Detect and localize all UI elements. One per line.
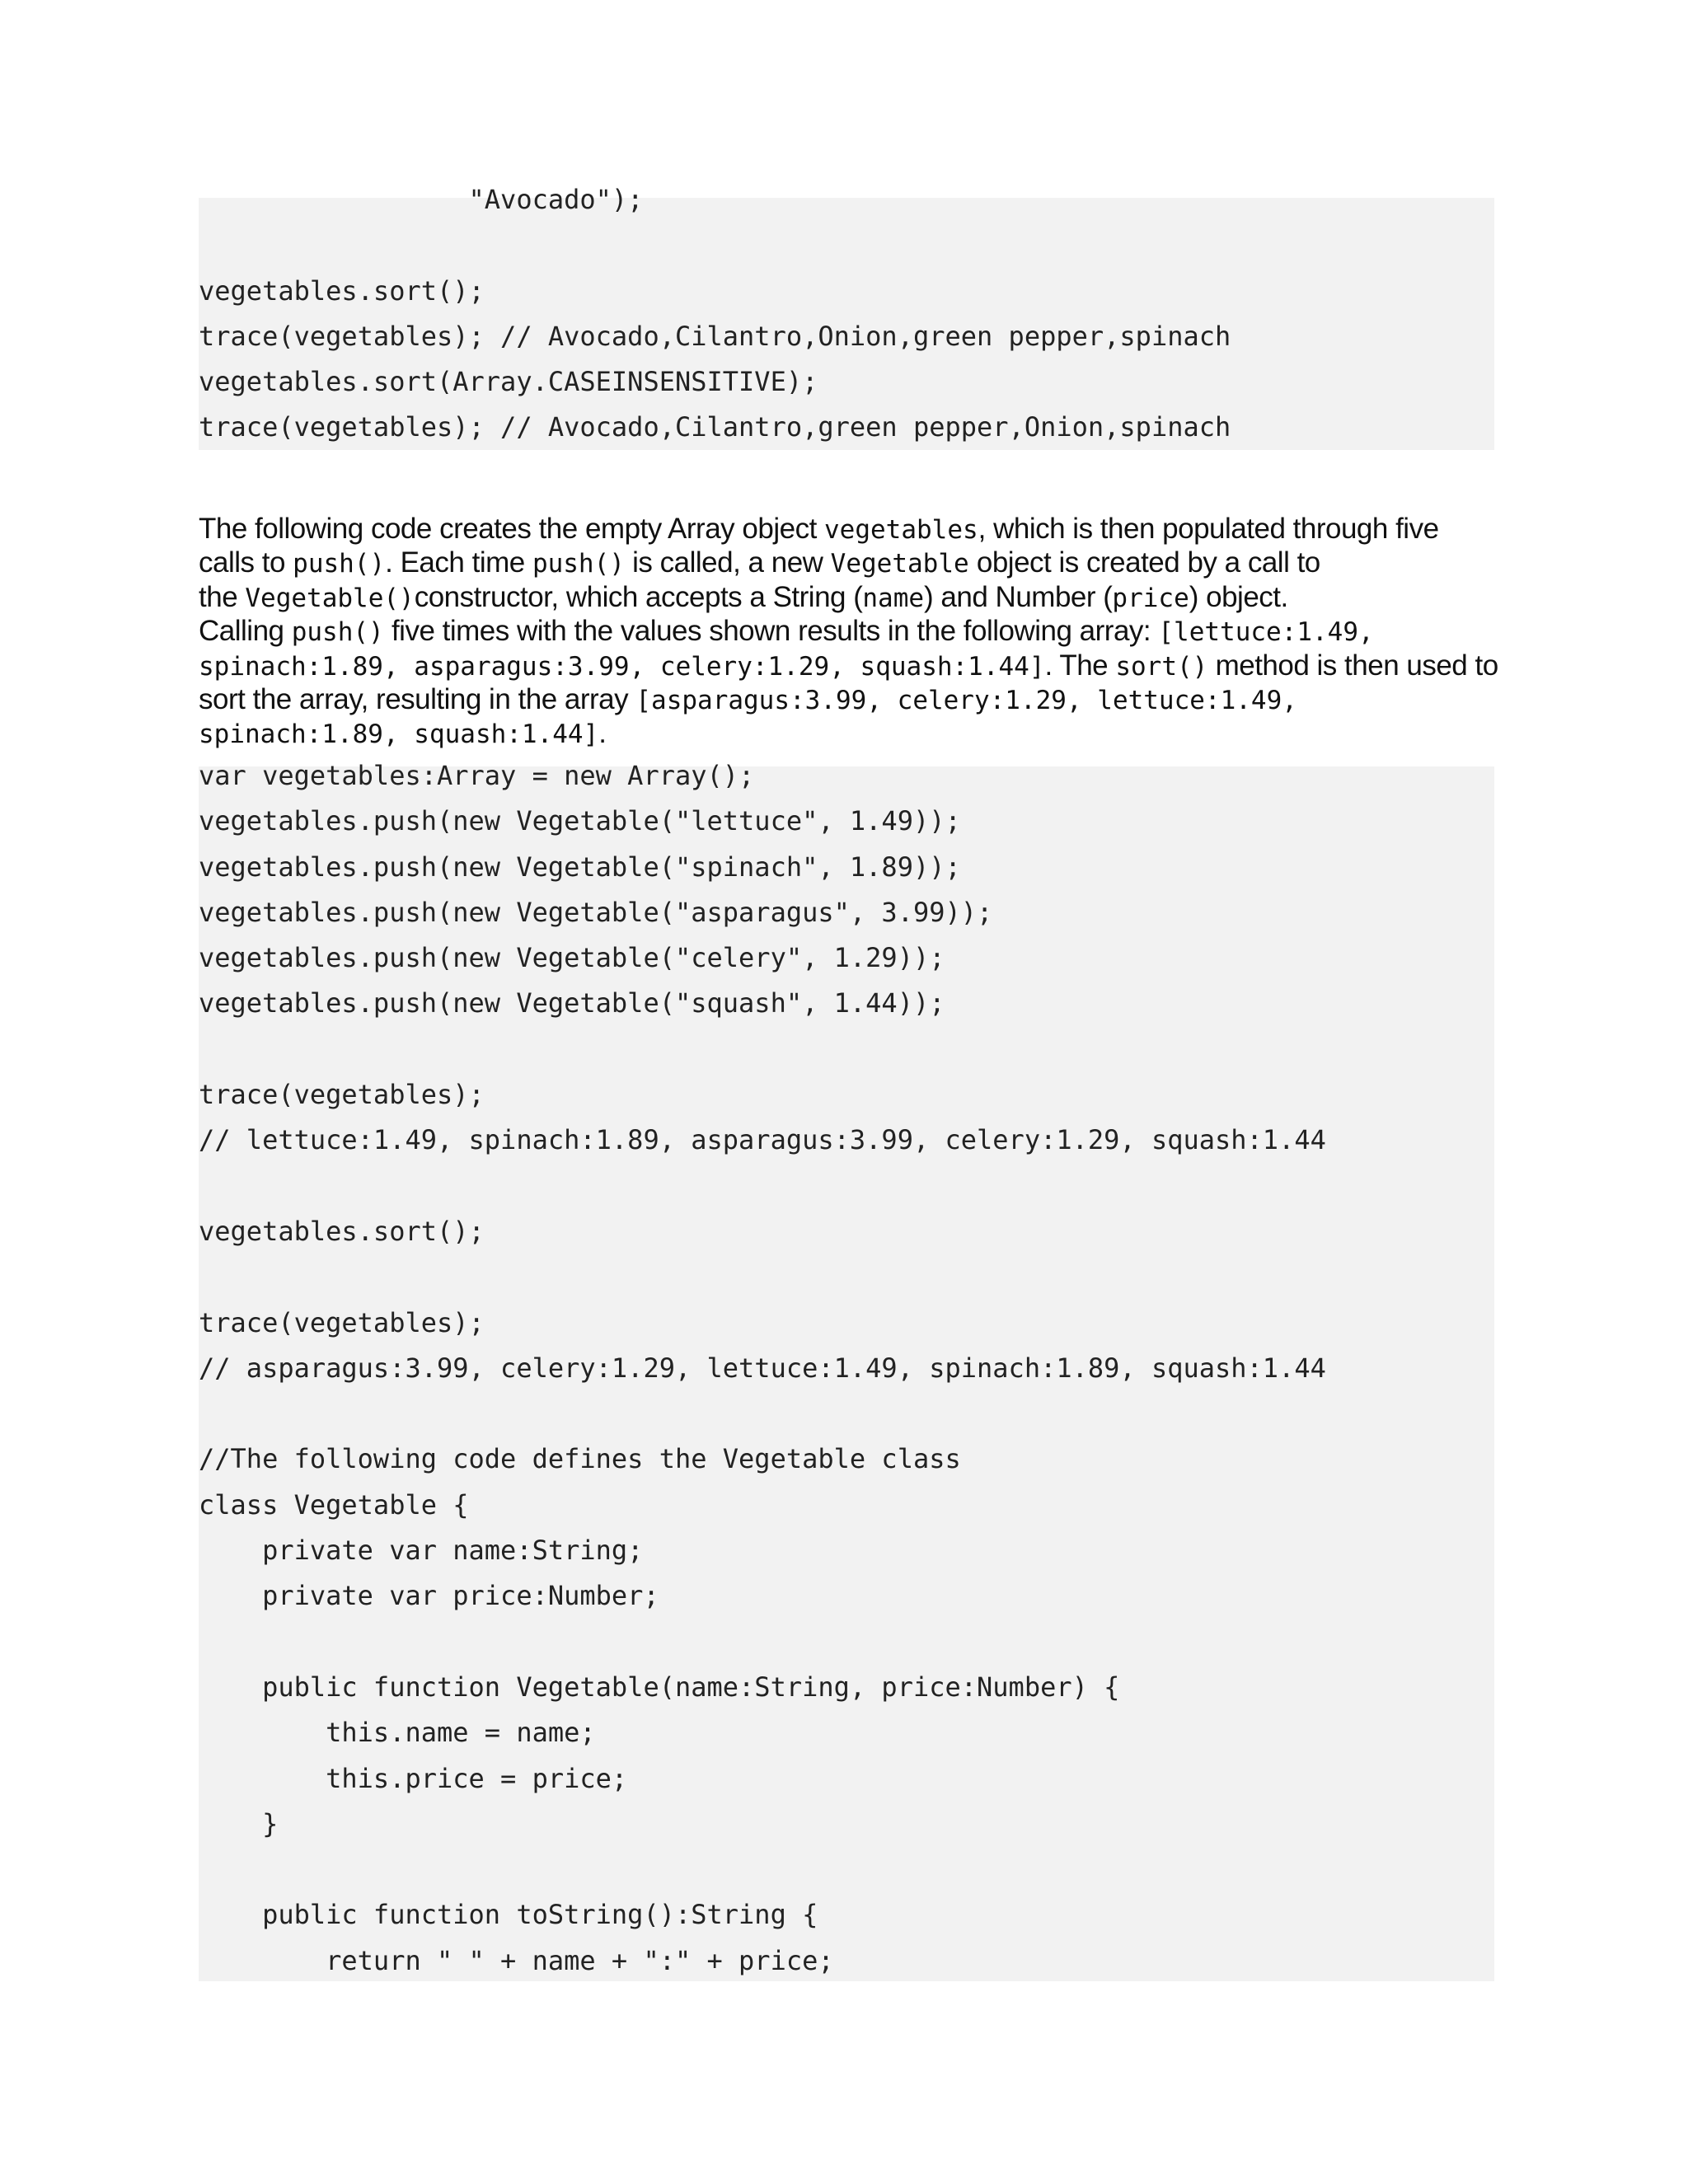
paragraph-text: calls to [199, 546, 293, 579]
paragraph-text: . [598, 717, 607, 750]
code-line [199, 223, 1494, 268]
paragraph-text: , which is then populated through five [978, 513, 1439, 545]
code-line: vegetables.push(new Vegetable("lettuce", 1.49)); [199, 805, 961, 837]
inline-code: push() [291, 617, 384, 648]
code-line: // asparagus:3.99, celery:1.29, lettuce:1.49, spinach:1.89, squash:1.44 [199, 1352, 1326, 1384]
code-line: trace(vegetables); [199, 1079, 485, 1111]
paragraph-line [199, 649, 1501, 683]
inline-code: Vegetable [830, 549, 969, 579]
paragraph-text: constructor, which accepts a String ( [414, 580, 863, 613]
code-block-vegetable-class [199, 760, 1494, 1981]
code-line: public function Vegetable(name:String, price:Number) { [199, 1671, 1120, 1703]
code-line: vegetables.push(new Vegetable("squash", 1.44)); [199, 987, 945, 1019]
inline-code: push() [293, 549, 386, 579]
code-line [199, 1254, 1494, 1300]
paragraph-line [199, 717, 1501, 751]
paragraph-text: Calling [199, 615, 292, 648]
inline-code: spinach:1.89, asparagus:3.99, celery:1.29, squash:1.44] [199, 651, 1045, 682]
paragraph-line [199, 546, 1501, 580]
inline-code: sort() [1115, 651, 1208, 682]
code-line: var vegetables:Array = new Array(); [199, 760, 755, 791]
code-line: vegetables.sort(); [199, 274, 485, 307]
paragraph-text: the [199, 580, 246, 613]
code-line: private var price:Number; [199, 1580, 659, 1612]
code-line: trace(vegetables); // Avocado,Cilantro,Onion,green pepper,spinach [199, 320, 1231, 352]
paragraph-text: sort the array, resulting in the array [199, 683, 636, 716]
code-line: return " " + name + ":" + price; [199, 1944, 834, 1976]
paragraph-line [199, 683, 1501, 717]
paragraph-text: ) object. [1189, 580, 1288, 613]
code-line: private var name:String; [199, 1535, 644, 1567]
code-line: vegetables.sort(Array.CASEINSENSITIVE); [199, 366, 818, 398]
code-line: vegetables.push(new Vegetable("spinach", 1.89)); [199, 851, 961, 883]
code-line: trace(vegetables); // Avocado,Cilantro,green pepper,Onion,spinach [199, 411, 1231, 443]
paragraph-text: The following code creates the empty Array object [199, 513, 825, 545]
inline-code: name [862, 583, 925, 613]
inline-code: push() [532, 549, 625, 579]
code-line: vegetables.sort(); [199, 1215, 485, 1247]
paragraph-text: object is created by a call to [968, 546, 1320, 579]
paragraph-text: . Each time [385, 546, 532, 579]
code-line [199, 1391, 1494, 1436]
inline-code: price [1112, 583, 1189, 613]
code-line: this.price = price; [199, 1762, 628, 1794]
code-line [199, 1027, 1494, 1072]
code-line: "Avocado"); [199, 184, 644, 215]
paragraph-text: method is then used to [1207, 649, 1498, 682]
inline-code: [asparagus:3.99, celery:1.29, lettuce:1.49, [635, 686, 1297, 716]
code-block-sort-example [199, 184, 1494, 450]
code-line [199, 1847, 1494, 1892]
paragraph-text: . The [1044, 649, 1116, 682]
code-line: public function toString():String { [199, 1899, 818, 1931]
code-line: //The following code defines the Vegetable class [199, 1443, 961, 1475]
code-line [199, 1164, 1494, 1209]
code-line: class Vegetable { [199, 1488, 469, 1521]
paragraph-line [199, 513, 1501, 546]
inline-code: spinach:1.89, squash:1.44] [199, 719, 599, 750]
code-line: vegetables.push(new Vegetable("asparagus", 3.99)); [199, 896, 993, 928]
inline-code: Vegetable() [245, 583, 415, 613]
paragraph-text: is called, a new [624, 546, 831, 579]
code-line [199, 1619, 1494, 1665]
code-line: // lettuce:1.49, spinach:1.89, asparagus:3.99, celery:1.29, squash:1.44 [199, 1124, 1326, 1156]
description-paragraph [199, 513, 1501, 752]
inline-code: [lettuce:1.49, [1158, 617, 1374, 648]
code-line: } [199, 1807, 279, 1840]
inline-code: vegetables [824, 515, 978, 545]
code-line: vegetables.push(new Vegetable("celery", 1.29)); [199, 942, 945, 974]
paragraph-text: ) and Number ( [924, 580, 1113, 613]
paragraph-line [199, 581, 1501, 615]
paragraph-text: five times with the values shown results in the following array: [383, 615, 1159, 648]
paragraph-line [199, 615, 1501, 649]
code-line: trace(vegetables); [199, 1306, 485, 1338]
code-line: this.name = name; [199, 1717, 596, 1749]
